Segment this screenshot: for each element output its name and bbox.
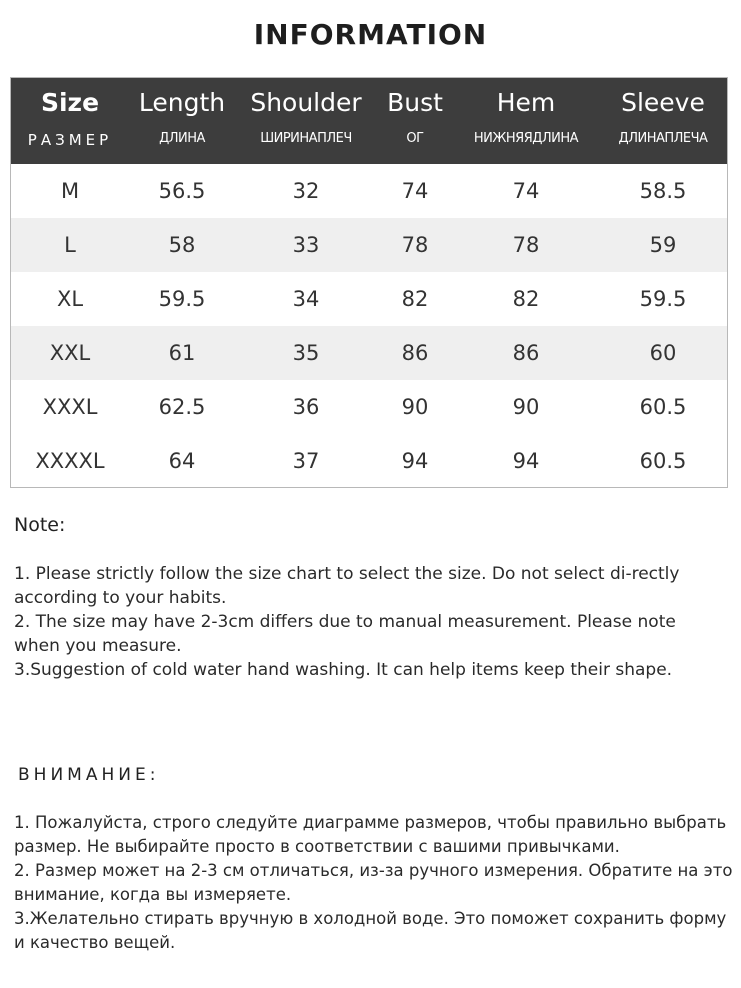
header-hem-sublabel: НИЖНЯЯДЛИНА <box>473 131 579 146</box>
header-sleeve-label: Sleeve <box>621 88 705 117</box>
header-bust <box>381 78 449 164</box>
header-sleeve-sublabel: ДЛИНАПЛЕЧА <box>618 131 708 146</box>
header-shoulder-sublabel: ШИРИНАПЛЕЧ <box>260 131 352 146</box>
ru-note-body <box>14 811 734 955</box>
header-hem-label: Hem <box>496 88 556 117</box>
cell-sleeve: 59.5 <box>639 287 687 311</box>
cell-bust: 78 <box>401 233 429 257</box>
cell-sleeve: 60.5 <box>639 449 687 473</box>
cell-length: 62.5 <box>158 395 206 419</box>
header-hem <box>456 78 596 164</box>
ru-note-heading: ВНИМАНИЕ: <box>18 765 160 785</box>
cell-bust: 74 <box>401 179 429 203</box>
cell-shoulder: 33 <box>292 233 320 257</box>
header-bust-label: Bust <box>387 88 443 117</box>
table-header <box>11 78 727 164</box>
cell-size: XXXL <box>42 395 98 419</box>
cell-hem: 90 <box>512 395 540 419</box>
cell-shoulder: 34 <box>292 287 320 311</box>
header-sleeve <box>599 78 727 164</box>
cell-hem: 94 <box>512 449 540 473</box>
cell-length: 61 <box>168 341 196 365</box>
table-row <box>11 164 727 218</box>
cell-hem: 86 <box>512 341 540 365</box>
header-bust-sublabel: ОГ <box>406 131 424 146</box>
header-size-sublabel: РАЗМЕР <box>27 131 113 149</box>
table-row <box>11 326 727 380</box>
table-row <box>11 272 727 326</box>
header-shoulder <box>246 78 366 164</box>
header-shoulder-label: Shoulder <box>250 88 362 117</box>
note-item: 3.Suggestion of cold water hand washing. It can help items keep their shape. <box>14 660 673 680</box>
cell-hem: 82 <box>512 287 540 311</box>
header-length <box>129 78 235 164</box>
cell-hem: 74 <box>512 179 540 203</box>
cell-length: 64 <box>168 449 196 473</box>
cell-bust: 90 <box>401 395 429 419</box>
ru-note-item: 3.Желательно стирать вручную в холодной воде. Это поможет сохранить форму и качество вещей. <box>14 909 727 952</box>
table-row <box>11 380 727 434</box>
size-chart-table <box>10 77 728 488</box>
cell-hem: 78 <box>512 233 540 257</box>
note-body <box>14 562 724 682</box>
header-size-label: Size <box>40 88 100 117</box>
page-title: INFORMATION <box>253 18 488 51</box>
note-item: 2. The size may have 2-3cm differs due to manual measurement. Please note when you measure. <box>14 612 676 656</box>
cell-sleeve: 59 <box>649 233 677 257</box>
cell-sleeve: 58.5 <box>639 179 687 203</box>
cell-size: L <box>64 233 76 257</box>
ru-note-item: 2. Размер может на 2-3 см отличаться, из-за ручного измерения. Обратите на это внимание, когда вы измеряете. <box>14 861 733 904</box>
cell-size: M <box>60 179 80 203</box>
note-heading: Note: <box>14 514 66 536</box>
cell-shoulder: 36 <box>292 395 320 419</box>
cell-length: 56.5 <box>158 179 206 203</box>
table-row <box>11 434 727 488</box>
cell-length: 58 <box>168 233 196 257</box>
cell-sleeve: 60 <box>649 341 677 365</box>
cell-sleeve: 60.5 <box>639 395 687 419</box>
header-length-label: Length <box>138 88 226 117</box>
header-length-sublabel: ДЛИНА <box>159 131 205 146</box>
cell-size: XXXXL <box>35 449 105 473</box>
table-row <box>11 218 727 272</box>
cell-size: XL <box>56 287 84 311</box>
cell-bust: 94 <box>401 449 429 473</box>
header-size <box>11 78 129 164</box>
cell-shoulder: 32 <box>292 179 320 203</box>
cell-shoulder: 37 <box>292 449 320 473</box>
cell-length: 59.5 <box>158 287 206 311</box>
note-item: 1. Please strictly follow the size chart to select the size. Do not select di-rectly according to your habits. <box>14 564 680 608</box>
cell-size: XXL <box>49 341 91 365</box>
cell-bust: 82 <box>401 287 429 311</box>
cell-bust: 86 <box>401 341 429 365</box>
cell-shoulder: 35 <box>292 341 320 365</box>
ru-note-item: 1. Пожалуйста, строго следуйте диаграмме размеров, чтобы правильно выбрать размер. Не выбирайте просто в соответствии с вашими привычками. <box>14 813 727 856</box>
